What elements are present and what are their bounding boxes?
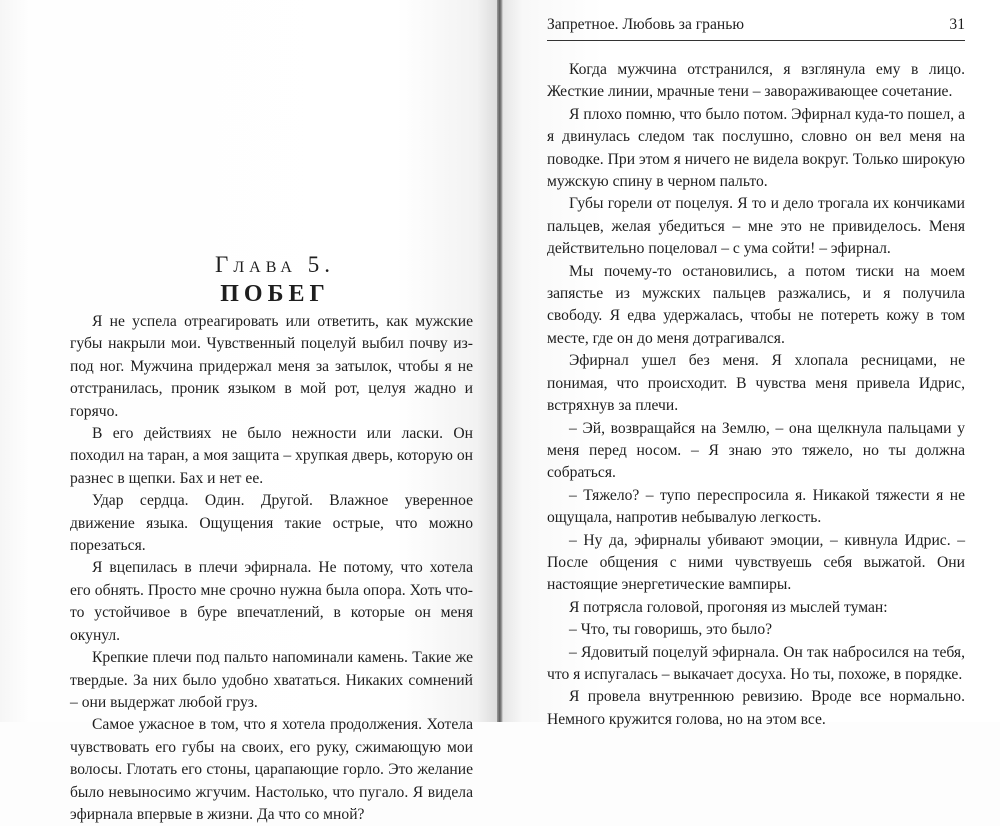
running-header: [547, 14, 965, 41]
chapter-heading: [70, 251, 480, 309]
paragraph: – Эй, возвращайся на Землю, – она щелкнула пальцами у меня перед носом. – Я знаю это тяжело, но ты должна собраться.: [547, 419, 965, 482]
paragraph: Я провела внутреннюю ревизию. Вроде все нормально. Немного кружится голова, но на этом все.: [547, 688, 965, 728]
left-page: [0, 0, 497, 823]
paragraph: Эфирнал ушел без меня. Я хлопала ресницами, не понимая, что происходит. В чувства меня привела Идрис, встряхнув за плечи.: [547, 352, 965, 415]
paragraph: – Ядовитый поцелуй эфирнала. Он так набросился на тебя, что я испугалась – выкачает досуха. Но ты, похоже, в порядке.: [547, 643, 965, 683]
paragraph: – Ну да, эфирналы убивают эмоции, – кивнула Идрис. – После общения с ними чувствуешь себя выжатой. Они настоящие энергетические вампиры.: [547, 531, 965, 594]
paragraph: Крепкие плечи под пальто напоминали камень. Такие же твердые. За них было удобно хвататься. Никаких сомнений – они выдержат любой груз.: [70, 649, 473, 711]
page-number: 31: [949, 16, 965, 33]
paragraph: Самое ужасное в том, что я хотела продолжения. Хотела чувствовать его губы на своих, его руку, сжимающую мои волосы. Глотать его стоны, царапающие горло. Это желание было невыносимо жгучим. Настолько, что пугало. Я видела эфирнала впервые в жизни. Да что со мной?: [70, 716, 473, 823]
right-page-body: [547, 59, 965, 731]
paragraph: Мы почему-то остановились, а потом тиски на моем запястье из мужских пальцев разжались, и я получила свободу. Я едва удержалась, чтобы не потереть кожу в том месте, где он до меня дотрагивался.: [547, 262, 965, 347]
paragraph: Я вцепилась в плечи эфирнала. Не потому, что хотела его обнять. Просто мне срочно нужна была опора. Хоть что-то устойчивое в буре впечатлений, в которые он меня окунул.: [70, 559, 473, 644]
paragraph: Когда мужчина отстранился, я взглянула ему в лицо. Жесткие линии, мрачные тени – завораживающее сочетание.: [547, 61, 965, 101]
paragraph: Я плохо помню, что было потом. Эфирнал куда-то пошел, а я двинулась следом так послушно, словно он вел меня на поводке. При этом я ничего не видела вокруг. Только широкую мужскую спину в черном пальто.: [547, 105, 965, 191]
paragraph: Удар сердца. Один. Другой. Влажное уверенное движение языка. Ощущения такие острые, что можно порезаться.: [70, 492, 473, 555]
paragraph: Губы горели от поцелуя. Я то и дело трогала их кончиками пальцев, желая убедиться – мне это не привиделось. Меня действительно поцеловал – с ума сойти! – эфирнал.: [547, 195, 965, 258]
left-page-body: [70, 311, 473, 826]
paragraph: – Что, ты говоришь, это было?: [569, 621, 773, 639]
running-head-title: Запретное. Любовь за гранью: [547, 16, 744, 33]
paragraph: В его действиях не было нежности или ласки. Он походил на таран, а моя защита – хрупкая дверь, которую он разнес в щепки. Бах и нет ее.: [70, 425, 473, 487]
chapter-number: Глава 5.: [215, 252, 335, 277]
paragraph: – Тяжело? – тупо переспросила я. Никакой тяжести я не ощущала, напротив небывалую легкость.: [547, 486, 965, 527]
chapter-title: ПОБЕГ: [220, 281, 330, 307]
paragraph: Я потрясла головой, прогоняя из мыслей туман:: [569, 598, 888, 616]
paragraph: Я не успела отреагировать или ответить, как мужские губы накрыли мои. Чувственный поцелуй выбил почву из-под ног. Мужчина придержал меня за затылок, чтобы я не отстранилась, проник языком в мой рот, целуя жадно и горячо.: [70, 313, 473, 420]
